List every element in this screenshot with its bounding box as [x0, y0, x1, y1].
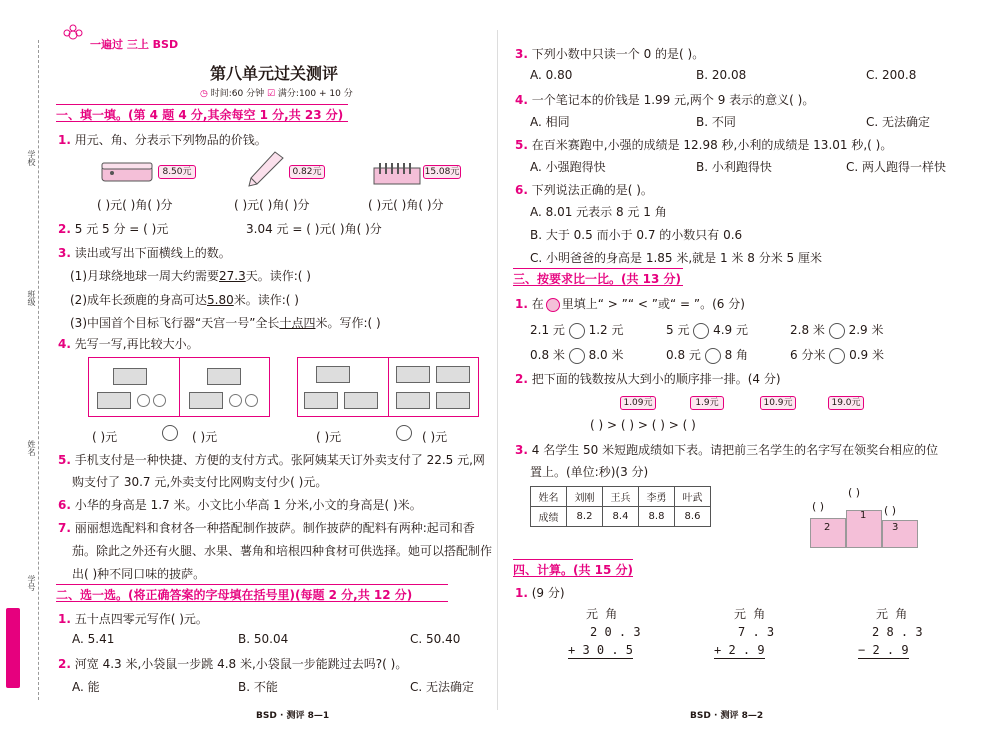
podium-question: 3. 4 名学生 50 米短跑成绩如下表。请把前三名学生的名字写在领奖台相应的位	[515, 443, 939, 457]
money-box-1	[88, 357, 270, 417]
table-cell: 8.6	[675, 507, 711, 527]
choice-3-option-b[interactable]: B. 20.08	[696, 68, 747, 82]
score-table	[530, 486, 711, 527]
side-badge	[6, 608, 20, 688]
choice-1: 1. 五十点四零元写作( )元。	[58, 612, 208, 626]
money-tag-1: 1.09元	[620, 396, 656, 410]
banknote	[316, 366, 350, 383]
cut-line	[38, 40, 39, 700]
choice-3-option-c[interactable]: C. 200.8	[866, 68, 917, 82]
gutter-class: 班级	[27, 290, 36, 306]
compare-circle[interactable]	[569, 348, 585, 364]
banknote	[396, 392, 430, 409]
table-cell: 8.8	[639, 507, 675, 527]
question-5: 5. 手机支付是一种快捷、方便的支付方式。张阿姨某天订外卖支付了 22.5 元,网	[58, 453, 485, 467]
choice-5-option-b[interactable]: B. 小利跑得快	[696, 160, 772, 174]
podium-blank-2nd[interactable]: ( )	[812, 500, 825, 513]
q1-blank-3[interactable]: ( )元( )角( )分	[368, 198, 444, 212]
banknote	[97, 392, 131, 409]
calc-2-a: 7 . 3	[738, 625, 775, 639]
page-footer-right: BSD · 测评 8—2	[690, 711, 764, 721]
question-6: 6. 小华的身高是 1.7 米。小文比小华高 1 分米,小文的身高是( )米。	[58, 498, 422, 512]
choice-2-option-b[interactable]: B. 不能	[238, 680, 278, 694]
podium-blank-1st[interactable]: ( )	[848, 486, 861, 499]
table-cell: 8.2	[567, 507, 603, 527]
compare-row-2b: 0.8 元 8 角	[666, 348, 749, 362]
compare-question: 1. 在 里填上“ > ”“ < ”或“ = ”。(6 分)	[515, 297, 745, 311]
choice-5-option-c[interactable]: C. 两人跑得一样快	[846, 160, 947, 174]
binding-gutter	[0, 0, 48, 735]
price-tag-3: 15.08元	[424, 167, 460, 177]
q4-blank-4[interactable]: ( )元	[422, 430, 448, 444]
calc-header-1: 元 角	[586, 607, 618, 621]
calc-header-2: 元 角	[734, 607, 766, 621]
banknote	[436, 366, 470, 383]
choice-4-option-a[interactable]: A. 相同	[530, 115, 570, 129]
calc-1-b: + 3 0 . 5	[568, 643, 634, 657]
price-tag-2: 0.82元	[289, 165, 325, 179]
section-4-header: 四、计算。(共 15 分)	[513, 559, 633, 577]
calc-1-a: 2 0 . 3	[590, 625, 641, 639]
table-header-cell: 姓名	[531, 487, 567, 507]
compare-row-2: 0.8 米 8.0 米	[530, 348, 624, 362]
banknote	[304, 392, 338, 409]
question-7-line2: 茄。除此之外还有火腿、水果、薯角和培根四种食材可供选择。她可以搭配制作	[72, 544, 493, 558]
compare-row-1b: 5 元 4.9 元	[666, 323, 749, 337]
coin	[229, 394, 242, 407]
compare-row-2c: 6 分米 0.9 米	[790, 348, 885, 362]
choice-1-option-c[interactable]: C. 50.40	[410, 632, 461, 646]
choice-6-option-b[interactable]: B. 大于 0.5 而小于 0.7 的小数只有 0.6	[530, 228, 743, 242]
question-2: 2. 5 元 5 分 = ( )元	[58, 222, 169, 236]
price-tag-1: 8.50元	[158, 165, 196, 179]
question-3-2: (2)成年长颈鹿的身高可达5.80米。读作:( )	[70, 293, 299, 307]
choice-2-option-c[interactable]: C. 无法确定	[410, 680, 475, 694]
question-3-3: (3)中国首个目标飞行器“天宫一号”全长十点四米。写作:( )	[70, 316, 381, 330]
page-divider	[497, 30, 498, 710]
table-header-cell: 王兵	[603, 487, 639, 507]
compare-circle[interactable]	[829, 323, 845, 339]
compare-circle-1[interactable]	[162, 425, 178, 441]
q1-blank-1[interactable]: ( )元( )角( )分	[97, 198, 173, 212]
table-cell: 8.4	[603, 507, 639, 527]
choice-3: 3. 下列小数中只读一个 0 的是( )。	[515, 47, 705, 61]
banknote	[396, 366, 430, 383]
page-footer-left: BSD · 测评 8—1	[256, 711, 330, 721]
question-7: 7. 丽丽想选配料和食材各一种搭配制作披萨。制作披萨的配料有两种:起司和香	[58, 521, 475, 535]
choice-2-option-a[interactable]: A. 能	[72, 680, 100, 694]
calc-3-a: 2 8 . 3	[872, 625, 923, 639]
choice-4-option-b[interactable]: B. 不同	[696, 115, 736, 129]
question-1: 1. 用元、角、分表示下列物品的价钱。	[58, 133, 267, 147]
compare-circle[interactable]	[693, 323, 709, 339]
banknote	[113, 368, 147, 385]
exam-info: ◷ 时间:60 分钟 ☑ 满分:100 + 10 分	[200, 89, 353, 99]
coin	[245, 394, 258, 407]
money-tag-3: 10.9元	[760, 396, 796, 410]
money-tag-2: 1.9元	[690, 396, 724, 410]
compare-circle[interactable]	[829, 348, 845, 364]
podium-question-line2: 置上。(单位:秒)(3 分)	[530, 465, 649, 479]
banknote	[344, 392, 378, 409]
brand: 一遍过 三上 BSD	[90, 38, 179, 51]
flower-logo	[62, 24, 84, 46]
pencil-image	[245, 150, 285, 188]
podium-blank-3rd[interactable]: ( )	[884, 504, 897, 517]
compare-row-1: 2.1 元 1.2 元	[530, 323, 624, 337]
gutter-number: 学号	[27, 575, 36, 591]
calc-question: 1. (9 分)	[515, 586, 565, 600]
calc-header-3: 元 角	[876, 607, 908, 621]
choice-4: 4. 一个笔记本的价钱是 1.99 元,两个 9 表示的意义( )。	[515, 93, 815, 107]
question-5-line2: 购支付了 30.7 元,外卖支付比网购支付少( )元。	[72, 475, 328, 489]
banknote	[207, 368, 241, 385]
table-header-cell: 叶武	[675, 487, 711, 507]
compare-row-1c: 2.8 米 2.9 米	[790, 323, 884, 337]
crayon-box-image	[372, 160, 422, 186]
order-question: 2. 把下面的钱数按从大到小的顺序排一排。(4 分)	[515, 372, 781, 386]
choice-6: 6. 下列说法正确的是( )。	[515, 183, 653, 197]
q4-blank-1[interactable]: ( )元	[92, 430, 118, 444]
gutter-school: 学校	[27, 150, 36, 166]
section-3-header: 三、按要求比一比。(共 13 分)	[513, 268, 683, 286]
question-3-1: (1)月球绕地球一周大约需要27.3天。读作:( )	[70, 269, 311, 283]
choice-3-option-a[interactable]: A. 0.80	[530, 68, 573, 82]
banknote	[436, 392, 470, 409]
coin	[153, 394, 166, 407]
podium: 1 2 3	[810, 500, 920, 548]
money-box-2	[297, 357, 479, 417]
gutter-name: 姓名	[27, 440, 36, 456]
page-title: 第八单元过关测评	[210, 64, 339, 83]
choice-4-option-c[interactable]: C. 无法确定	[866, 115, 931, 129]
section-1-header: 一、填一填。(第 4 题 4 分,其余每空 1 分,共 23 分)	[56, 104, 348, 122]
question-2b[interactable]: 3.04 元 = ( )元( )角( )分	[246, 222, 382, 236]
table-cell: 成绩	[531, 507, 567, 527]
choice-1-option-a[interactable]: A. 5.41	[72, 632, 115, 646]
podium-3rd	[882, 520, 918, 548]
q4-blank-3[interactable]: ( )元	[316, 430, 342, 444]
order-blanks[interactable]: ( ) > ( ) > ( ) > ( )	[590, 418, 696, 432]
money-tag-4: 19.0元	[828, 396, 864, 410]
choice-2: 2. 河宽 4.3 米,小袋鼠一步跳 4.8 米,小袋鼠一步能跳过去吗?( )。	[58, 657, 408, 671]
table-header-cell: 刘刚	[567, 487, 603, 507]
calc-3-b: − 2 . 9	[858, 643, 909, 657]
choice-5-option-a[interactable]: A. 小强跑得快	[530, 160, 606, 174]
calc-2-b: + 2 . 9	[714, 643, 765, 657]
question-3: 3. 读出或写出下面横线上的数。	[58, 246, 231, 260]
section-2-header: 二、选一选。(将正确答案的字母填在括号里)(每题 2 分,共 12 分)	[56, 584, 448, 602]
q4-blank-2[interactable]: ( )元	[192, 430, 218, 444]
banknote	[189, 392, 223, 409]
coin	[137, 394, 150, 407]
choice-1-option-b[interactable]: B. 50.04	[238, 632, 289, 646]
pink-circle-icon	[546, 298, 560, 312]
q1-blank-2[interactable]: ( )元( )角( )分	[234, 198, 310, 212]
table-header-cell: 李勇	[639, 487, 675, 507]
choice-6-option-a[interactable]: A. 8.01 元表示 8 元 1 角	[530, 205, 667, 219]
compare-circle[interactable]	[569, 323, 585, 339]
pencil-box-image	[100, 160, 156, 184]
choice-5: 5. 在百米赛跑中,小强的成绩是 12.98 秒,小利的成绩是 13.01 秒,( )。	[515, 138, 893, 152]
compare-circle[interactable]	[705, 348, 721, 364]
choice-6-option-c[interactable]: C. 小明爸爸的身高是 1.85 米,就是 1 米 8 分米 5 厘米	[530, 251, 822, 265]
question-7-line3: 出( )种不同口味的披萨。	[72, 567, 206, 581]
compare-circle-2[interactable]	[396, 425, 412, 441]
question-4: 4. 先写一写,再比较大小。	[58, 337, 199, 351]
